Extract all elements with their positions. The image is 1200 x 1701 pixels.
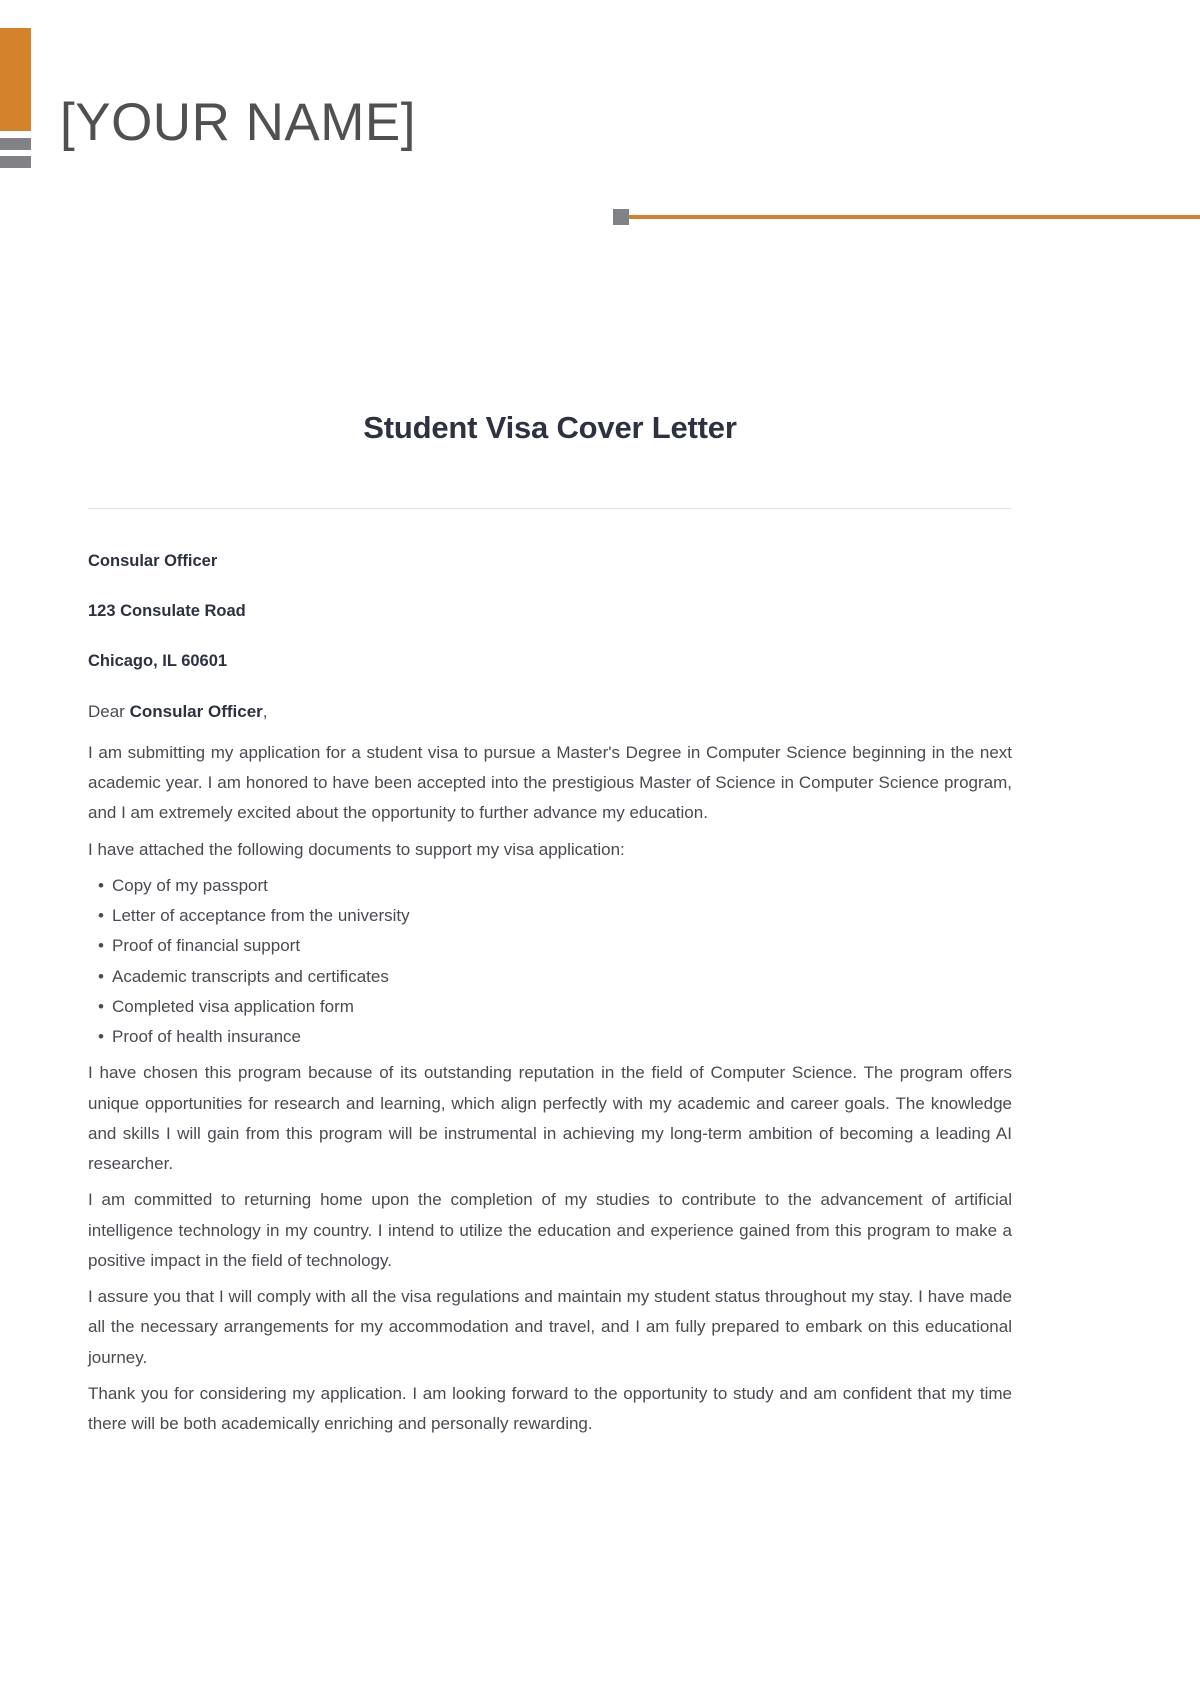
body-paragraph-4: I am committed to returning home upon the completion of my studies to contribute to the advancement of artificial intelligence technology in my country. I intend to utilize the education and experience gained from this program to make a positive impact in the field of technology. (88, 1190, 1012, 1270)
body-paragraph-2: I have attached the following documents to support my visa application: (88, 839, 625, 859)
list-item: • Proof of financial support (88, 931, 1012, 961)
salutation-prefix: Dear (88, 702, 130, 722)
list-item: • Letter of acceptance from the university (88, 901, 1012, 931)
recipient-address-block (88, 551, 1012, 671)
letterhead-name: [YOUR NAME] (60, 93, 416, 152)
list-item: • Completed visa application form (88, 992, 1012, 1022)
page-title: Student Visa Cover Letter (363, 410, 737, 445)
recipient-line-1: Consular Officer (88, 552, 218, 571)
accent-rule-square-icon (613, 209, 629, 225)
logo-gray-bar-upper-icon (0, 138, 31, 150)
list-item: • Copy of my passport (88, 871, 1012, 901)
list-item: • Proof of health insurance (88, 1022, 1012, 1052)
body-paragraph-6: Thank you for considering my application. I am looking forward to the opportunity to study and am confident that my time there will be both academically enriching and personally rewarding. (88, 1383, 1012, 1434)
attachments-list (88, 871, 1012, 1053)
logo-orange-block-icon (0, 28, 31, 131)
salutation-line (88, 700, 1012, 725)
recipient-line-2: 123 Consulate Road (88, 601, 246, 620)
recipient-line-3: Chicago, IL 60601 (88, 651, 228, 670)
salutation-name: Consular Officer (129, 702, 263, 722)
logo-gray-bar-lower-icon (0, 156, 31, 168)
body-paragraph-5: I assure you that I will comply with all the visa regulations and maintain my student status throughout my stay. I have made all the necessary arrangements for my accommodation and travel, and I am fully prepared to embark on this educational journey. (88, 1287, 1012, 1367)
document-body (88, 390, 1012, 1445)
letterhead (0, 0, 1200, 250)
title-divider (88, 508, 1012, 509)
salutation-suffix: , (262, 702, 268, 722)
accent-rule-line (629, 215, 1200, 219)
body-paragraph-1: I am submitting my application for a student visa to pursue a Master's Degree in Computer Science beginning in the next academic year. I am honored to have been accepted into the prestigious Master of Science in Computer Science program, and I am extremely excited about the opportunity to further advance my education. (88, 742, 1012, 823)
list-item: • Academic transcripts and certificates (88, 962, 1012, 992)
body-paragraph-3: I have chosen this program because of its outstanding reputation in the field of Computer Science. The program offers unique opportunities for research and learning, which align perfectly with my academic and career goals. The knowledge and skills I will gain from this program will be instrumental in achieving my long-term ambition of becoming a leading AI researcher. (88, 1063, 1012, 1174)
